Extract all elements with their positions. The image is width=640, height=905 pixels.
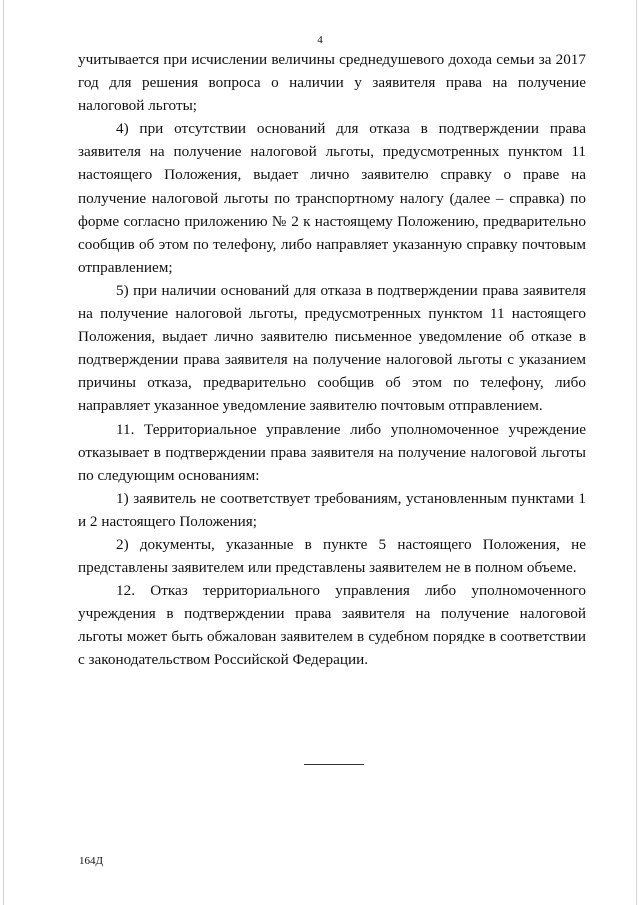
paragraph-item-5: 5) при наличии оснований для отказа в подтверждении права заявителя на получение налоговой льготы, предусмотренных пунктом 11 настоящего Положения, выдает лично заявителю письменное уведомление об отказе в подтверждении права заявителя на получение налоговой льготы с указанием причины отказа, предварительно сообщив об этом по телефону, либо направляет указанное уведомление заявителю почтовым отправлением. <box>78 281 586 415</box>
paragraph-continuation: учитывается при исчислении величины среднедушевого дохода семьи за 2017 год для решения вопроса о наличии у заявителя права на получение налоговой льготы; <box>78 51 586 115</box>
paragraph-ground-2: 2) документы, указанные в пункте 5 настоящего Положения, не представлены заявителем или представлены заявителем не в полном объеме. <box>78 535 586 577</box>
paragraph-section-11: 11. Территориальное управление либо уполномоченное учреждение отказывает в подтверждении права заявителя на получение налоговой льготы по следующим основаниям: <box>78 420 586 484</box>
paragraph-ground-1: 1) заявитель не соответствует требованиям, установленным пунктами 1 и 2 настоящего Положения; <box>78 489 586 530</box>
paragraph-item-4: 4) при отсутствии оснований для отказа в подтверждении права заявителя на получение налоговой льготы, предусмотренных пунктом 11 настоящего Положения, выдает лично заявителю справку о праве на получение налоговой льготы по транспортному налогу (далее – справка) по форме согласно приложению № 2 к настоящему Положению, предварительно сообщив об этом по телефону, либо направляет указанную справку почтовым отправлением; <box>78 120 586 276</box>
end-separator-line <box>304 764 364 765</box>
document-body <box>78 48 586 672</box>
footer-document-code: 164Д <box>79 855 104 867</box>
page-number: 4 <box>317 34 323 46</box>
scan-edge-left <box>3 0 4 905</box>
scan-edge-right <box>636 0 637 905</box>
paragraph-section-12: 12. Отказ территориального управления либо уполномоченного учреждения в подтверждении права заявителя на получение налоговой льготы может быть обжалован заявителем в судебном порядке в соответствии с законодательством Российской Федерации. <box>78 582 586 669</box>
